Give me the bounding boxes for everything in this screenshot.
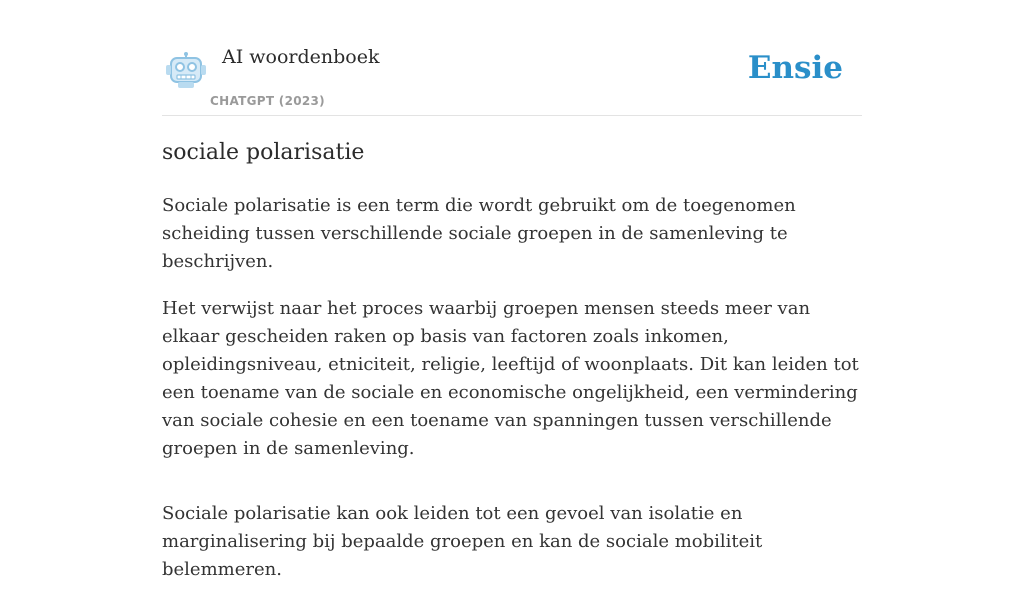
dictionary-title[interactable]: AI woordenboek [222, 46, 380, 68]
entry-definition [162, 192, 866, 603]
ensie-logo[interactable]: Ensie [747, 50, 843, 86]
definition-paragraph: Sociale polarisatie kan ook leiden tot een gevoel van isolatie en marginalisering bij bepaalde groepen en kan de sociale mobiliteit belemmeren. [162, 503, 763, 580]
page-header [162, 36, 862, 116]
entry-term: sociale polarisatie [162, 140, 365, 165]
definition-paragraph: Het verwijst naar het proces waarbij groepen mensen steeds meer van elkaar gescheiden raken op basis van factoren zoals inkomen, opleidingsniveau, etniciteit, religie, leeftijd of woonplaats. Dit kan leiden tot een toename van de sociale en economische ongelijkheid, een vermindering van sociale cohesie en een toename van spanningen tussen verschillende groepen in de samenleving. [162, 298, 859, 459]
robot-icon [165, 52, 207, 90]
definition-paragraph: Sociale polarisatie is een term die wordt gebruikt om de toegenomen scheiding tussen verschillende sociale groepen in de samenleving te beschrijven. [162, 195, 796, 272]
source-label: CHATGPT (2023) [210, 94, 325, 108]
